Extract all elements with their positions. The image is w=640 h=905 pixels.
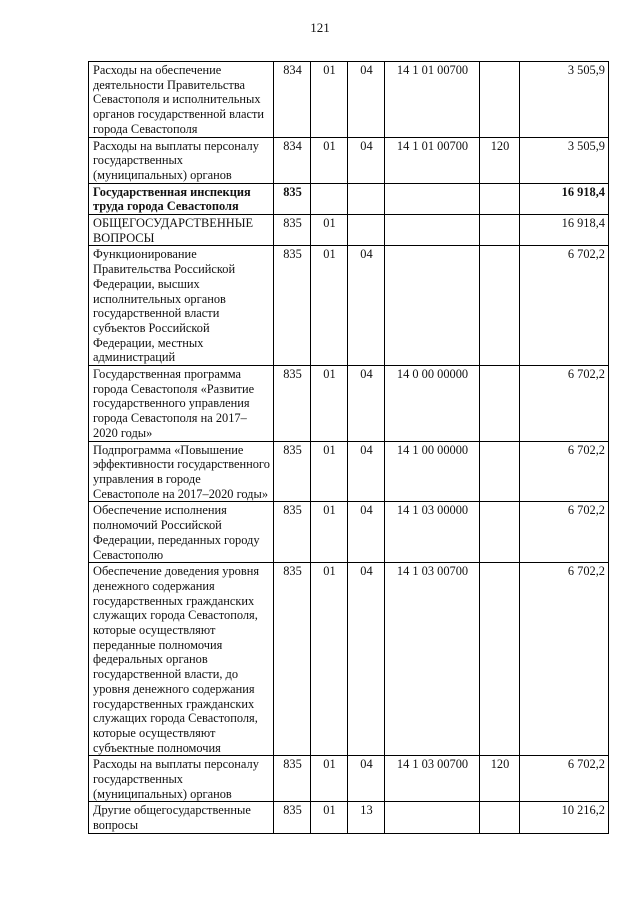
subsection-code-cell: 04 bbox=[348, 756, 385, 802]
table-row bbox=[89, 137, 609, 183]
expense-type-cell bbox=[480, 183, 520, 214]
target-article-cell bbox=[385, 802, 480, 833]
row-name-cell: Подпрограмма «Повышение эффективности государственного управления в городе Севастополе на 2017–2020 годы» bbox=[89, 441, 274, 502]
ministry-code-cell: 835 bbox=[274, 441, 311, 502]
amount-cell: 10 216,2 bbox=[520, 802, 609, 833]
subsection-code-cell: 04 bbox=[348, 441, 385, 502]
row-name-cell: Расходы на выплаты персоналу государственных (муниципальных) органов bbox=[89, 756, 274, 802]
expense-type-cell: 120 bbox=[480, 137, 520, 183]
section-code-cell: 01 bbox=[311, 246, 348, 366]
ministry-code-cell: 835 bbox=[274, 502, 311, 563]
target-article-cell bbox=[385, 246, 480, 366]
subsection-code-cell: 13 bbox=[348, 802, 385, 833]
budget-table bbox=[88, 61, 609, 834]
row-name-cell: Обеспечение доведения уровня денежного содержания государственных гражданских служащих города Севастополя, которые осуществляют переданные полномочия федеральных органов государственной власти, до уровня денежного содержания государственных гражданских служащих города Севастополя, которые осуществляют субъектные полномочия bbox=[89, 563, 274, 756]
ministry-code-cell: 834 bbox=[274, 62, 311, 138]
expense-type-cell: 120 bbox=[480, 756, 520, 802]
subsection-code-cell: 04 bbox=[348, 502, 385, 563]
target-article-cell: 14 1 01 00700 bbox=[385, 137, 480, 183]
target-article-cell: 14 1 03 00700 bbox=[385, 563, 480, 756]
ministry-code-cell: 835 bbox=[274, 756, 311, 802]
expense-type-cell bbox=[480, 802, 520, 833]
subsection-code-cell: 04 bbox=[348, 137, 385, 183]
ministry-code-cell: 835 bbox=[274, 563, 311, 756]
ministry-code-cell: 835 bbox=[274, 215, 311, 246]
table-row bbox=[89, 215, 609, 246]
table-row bbox=[89, 502, 609, 563]
amount-cell: 6 702,2 bbox=[520, 502, 609, 563]
subsection-code-cell bbox=[348, 215, 385, 246]
row-name-cell: Обеспечение исполнения полномочий Российской Федерации, переданных городу Севастополю bbox=[89, 502, 274, 563]
table-row bbox=[89, 366, 609, 442]
target-article-cell: 14 1 03 00000 bbox=[385, 502, 480, 563]
subsection-code-cell bbox=[348, 183, 385, 214]
expense-type-cell bbox=[480, 62, 520, 138]
section-code-cell: 01 bbox=[311, 62, 348, 138]
ministry-code-cell: 835 bbox=[274, 366, 311, 442]
ministry-code-cell: 835 bbox=[274, 802, 311, 833]
row-name-cell: Функционирование Правительства Российской Федерации, высших исполнительных органов государственной власти субъектов Российской Федерации, местных администраций bbox=[89, 246, 274, 366]
target-article-cell: 14 0 00 00000 bbox=[385, 366, 480, 442]
expense-type-cell bbox=[480, 215, 520, 246]
section-code-cell: 01 bbox=[311, 137, 348, 183]
subsection-code-cell: 04 bbox=[348, 366, 385, 442]
row-name-cell: Расходы на выплаты персоналу государственных (муниципальных) органов bbox=[89, 137, 274, 183]
expense-type-cell bbox=[480, 563, 520, 756]
row-name-cell: Государственная программа города Севастополя «Развитие государственного управления города Севастополя на 2017–2020 годы» bbox=[89, 366, 274, 442]
section-code-cell: 01 bbox=[311, 441, 348, 502]
table-row bbox=[89, 441, 609, 502]
section-code-cell: 01 bbox=[311, 502, 348, 563]
section-code-cell: 01 bbox=[311, 215, 348, 246]
amount-cell: 16 918,4 bbox=[520, 215, 609, 246]
expense-type-cell bbox=[480, 441, 520, 502]
row-name-cell: ОБЩЕГОСУДАРСТВЕННЫЕ ВОПРОСЫ bbox=[89, 215, 274, 246]
amount-cell: 3 505,9 bbox=[520, 137, 609, 183]
ministry-code-cell: 835 bbox=[274, 183, 311, 214]
expense-type-cell bbox=[480, 246, 520, 366]
target-article-cell bbox=[385, 215, 480, 246]
amount-cell: 6 702,2 bbox=[520, 756, 609, 802]
target-article-cell: 14 1 00 00000 bbox=[385, 441, 480, 502]
row-name-cell: Расходы на обеспечение деятельности Правительства Севастополя и исполнительных органов государственной власти города Севастополя bbox=[89, 62, 274, 138]
amount-cell: 6 702,2 bbox=[520, 563, 609, 756]
section-code-cell: 01 bbox=[311, 366, 348, 442]
table-row bbox=[89, 246, 609, 366]
amount-cell: 16 918,4 bbox=[520, 183, 609, 214]
amount-cell: 6 702,2 bbox=[520, 441, 609, 502]
subsection-code-cell: 04 bbox=[348, 246, 385, 366]
subsection-code-cell: 04 bbox=[348, 563, 385, 756]
target-article-cell bbox=[385, 183, 480, 214]
section-code-cell bbox=[311, 183, 348, 214]
table-row bbox=[89, 563, 609, 756]
amount-cell: 6 702,2 bbox=[520, 246, 609, 366]
budget-table-body bbox=[89, 62, 609, 834]
row-name-cell: Другие общегосударственные вопросы bbox=[89, 802, 274, 833]
table-row bbox=[89, 62, 609, 138]
subsection-code-cell: 04 bbox=[348, 62, 385, 138]
section-code-cell: 01 bbox=[311, 756, 348, 802]
target-article-cell: 14 1 01 00700 bbox=[385, 62, 480, 138]
section-code-cell: 01 bbox=[311, 563, 348, 756]
expense-type-cell bbox=[480, 502, 520, 563]
row-name-cell: Государственная инспекция труда города Севастополя bbox=[89, 183, 274, 214]
table-row bbox=[89, 756, 609, 802]
table-row bbox=[89, 183, 609, 214]
target-article-cell: 14 1 03 00700 bbox=[385, 756, 480, 802]
ministry-code-cell: 834 bbox=[274, 137, 311, 183]
table-row bbox=[89, 802, 609, 833]
amount-cell: 6 702,2 bbox=[520, 366, 609, 442]
section-code-cell: 01 bbox=[311, 802, 348, 833]
ministry-code-cell: 835 bbox=[274, 246, 311, 366]
page-number: 121 bbox=[310, 20, 330, 35]
expense-type-cell bbox=[480, 366, 520, 442]
amount-cell: 3 505,9 bbox=[520, 62, 609, 138]
